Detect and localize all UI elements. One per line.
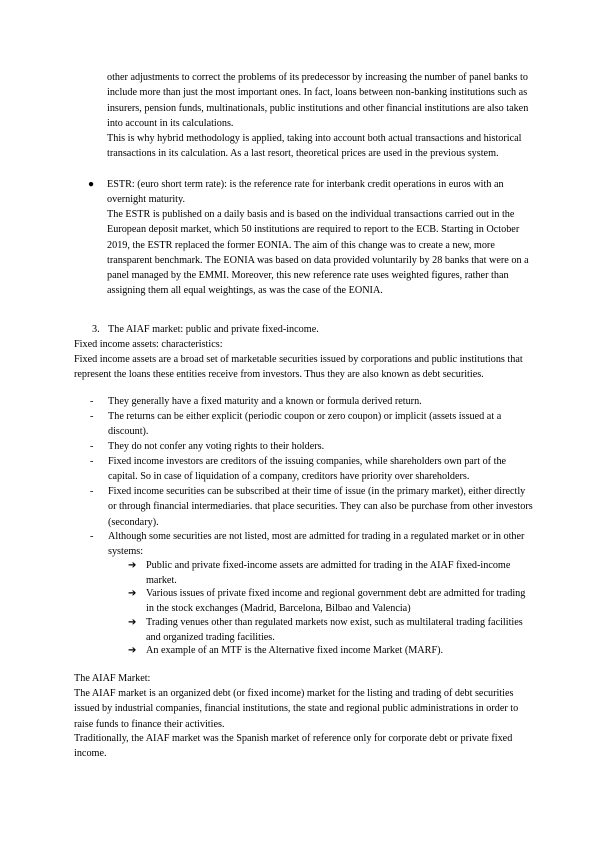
list-item-text: The returns can be either explicit (periodic coupon or zero coupon) or implicit (assets issued at a discount). <box>108 411 502 438</box>
arrow-icon: ➔ <box>128 560 137 571</box>
sub-list-item-text: An example of an MTF is the Alternative fixed income Market (MARF). <box>146 645 444 656</box>
dash-marker: - <box>90 441 94 452</box>
estr-body: The ESTR is published on a daily basis and is based on the individual transactions carried out in the European deposit market, which 50 institutions are required to report to the ECB. Starting in October 2019, the ESTR replaced the former EONIA. The aim of this change was to create a new, more transparent benchmark. The EONIA was based on data provided voluntarily by 28 banks that were on a panel managed by the EMMI. Moreover, this new reference rate uses weighted figures, rather than assigning them all equal weightings, as was the case of the EONIA. <box>107 209 529 297</box>
dash-marker: - <box>90 531 94 542</box>
aiaf-paragraph-1: The AIAF market is an organized debt (or fixed income) market for the listing and trading of debt securities issued by industrial companies, financial institutions, the state and regional public administrations in order to raise funds to finance their activities. <box>74 688 519 730</box>
dash-marker: - <box>90 486 94 497</box>
dash-marker: - <box>90 396 94 407</box>
aiaf-paragraph-2: Traditionally, the AIAF market was the Spanish market of reference only for corporate debt or private fixed income. <box>74 733 513 760</box>
dash-marker: - <box>90 411 94 422</box>
section-intro: Fixed income assets are a broad set of marketable securities issued by corporations and public institutions that represent the loans these entities receive from investors. Thus they are also known as debt securities. <box>74 354 523 381</box>
section-number: 3. <box>92 324 100 335</box>
section-title: The AIAF market: public and private fixed-income. <box>108 324 319 335</box>
arrow-icon: ➔ <box>128 645 137 656</box>
list-item-text: Fixed income investors are creditors of the issuing companies, while shareholders own part of the capital. So in case of liquidation of a company, creditors have priority over shareholders. <box>108 456 507 483</box>
arrow-icon: ➔ <box>128 588 137 599</box>
list-item-text: Fixed income securities can be subscribed at their time of issue (in the primary market), either directly or through financial intermediaries. that place securities. They can also be purchase from other investors (secondary). <box>108 486 533 528</box>
section-heading <box>92 322 532 337</box>
estr-lead: ESTR: (euro short term rate): is the reference rate for interbank credit operations in euros with an overnight maturity. <box>107 179 504 206</box>
sub-list-item-text: Various issues of private fixed income and regional government debt are admitted for trading in the stock exchanges (Madrid, Barcelona, Bilbao and Valencia) <box>146 588 526 615</box>
list-item-text: They generally have a fixed maturity and a known or formula derived return. <box>108 396 422 407</box>
arrow-icon: ➔ <box>128 617 137 628</box>
list-item-text: They do not confer any voting rights to their holders. <box>108 441 325 452</box>
list-item-text: Although some securities are not listed, most are admitted for trading in a regulated market or in other systems: <box>108 531 525 558</box>
sub-list-item-text: Trading venues other than regulated markets now exist, such as multilateral trading facilities and organized trading facilities. <box>146 617 523 644</box>
intro-paragraph-2: This is why hybrid methodology is applied, taking into account both actual transactions and historical transactions in its calculation. As a last resort, theoretical prices are used in the previous system. <box>107 133 522 160</box>
bullet-dot: ● <box>88 179 95 190</box>
sub-list-item-text: Public and private fixed-income assets are admitted for trading in the AIAF fixed-income market. <box>146 560 511 587</box>
intro-paragraph-1: other adjustments to correct the problems of its predecessor by increasing the number of panel banks to include more than just the most important ones. In fact, loans between non-banking institutions such as insurers, pension funds, multinationals, public institutions and other financial institutions are also taken into account in its calculations. <box>107 72 529 129</box>
section-subtitle: Fixed income assets: characteristics: <box>74 339 223 350</box>
aiaf-heading: The AIAF Market: <box>74 673 151 684</box>
dash-marker: - <box>90 456 94 467</box>
